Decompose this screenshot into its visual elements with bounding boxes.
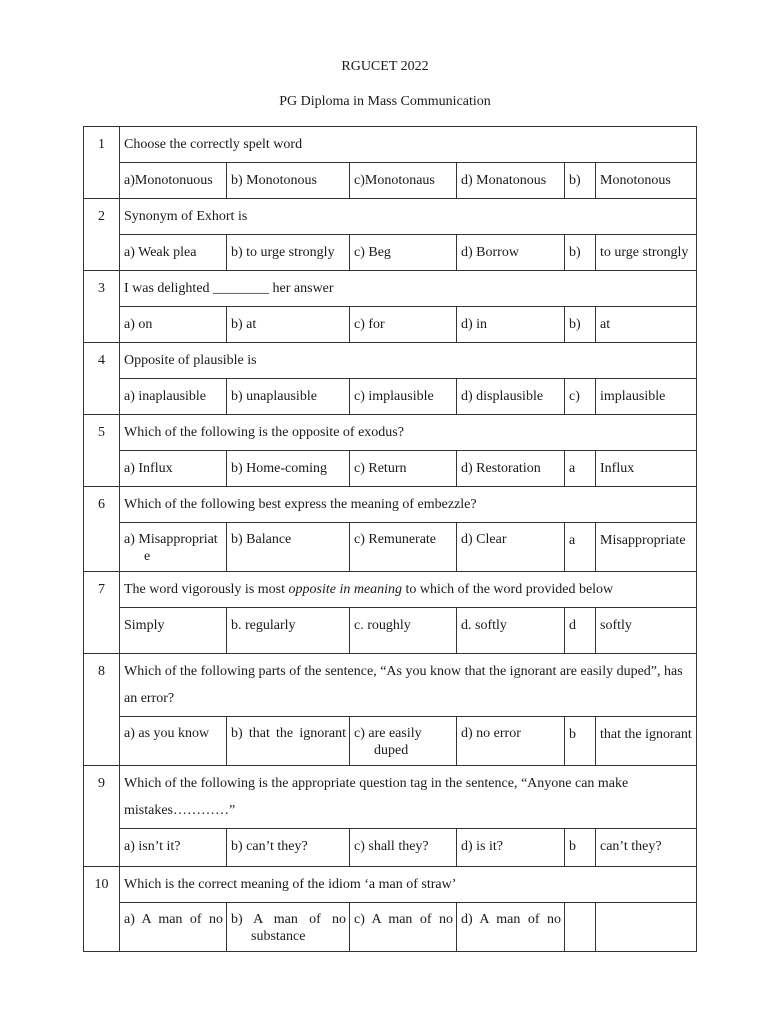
option-a: a) inaplausible: [120, 379, 227, 415]
option-d: d) is it?: [457, 829, 565, 867]
options-row: [84, 717, 697, 766]
option-b-label: b) A man of no substance: [231, 912, 346, 944]
option-b: b) Balance: [227, 523, 350, 572]
option-b: [227, 717, 350, 766]
question-row: [84, 415, 697, 451]
option-a-label: a) Misappropriate: [124, 532, 218, 564]
option-d: d) in: [457, 307, 565, 343]
question-number: 9: [84, 766, 120, 867]
question-number: 10: [84, 867, 120, 952]
option-c: c) Return: [350, 451, 457, 487]
answer-key: [565, 903, 596, 952]
option-d-label: d) A man of no: [461, 912, 561, 927]
question-text: I was delighted ________ her answer: [120, 271, 697, 307]
option-b: b) at: [227, 307, 350, 343]
question-text: Choose the correctly spelt word: [120, 127, 697, 163]
answer-key: b): [565, 163, 596, 199]
question-text: Synonym of Exhort is: [120, 199, 697, 235]
question-row: [84, 199, 697, 235]
option-a: a) on: [120, 307, 227, 343]
answer-text: softly: [596, 608, 697, 654]
option-b: b) can’t they?: [227, 829, 350, 867]
question-text: Which of the following is the opposite of exodus?: [120, 415, 697, 451]
option-b-label: b) that the ignorant: [231, 726, 346, 741]
option-d: d. softly: [457, 608, 565, 654]
question-number: 3: [84, 271, 120, 343]
options-row: [84, 379, 697, 415]
option-a: a) Weak plea: [120, 235, 227, 271]
option-b: b) to urge strongly: [227, 235, 350, 271]
option-c-label: c) Remunerate: [354, 532, 437, 547]
option-c: c) shall they?: [350, 829, 457, 867]
question-number: 6: [84, 487, 120, 572]
question-text: Which of the following best express the meaning of embezzle?: [120, 487, 697, 523]
option-d: d) Restoration: [457, 451, 565, 487]
options-row: [84, 608, 697, 654]
options-row: [84, 235, 697, 271]
option-d: d) Clear: [457, 523, 565, 572]
option-d: d) Borrow: [457, 235, 565, 271]
option-a: a)Monotonuous: [120, 163, 227, 199]
option-a: Simply: [120, 608, 227, 654]
answer-text: Misappropriate: [596, 523, 697, 572]
option-b: b. regularly: [227, 608, 350, 654]
answer-text: can’t they?: [596, 829, 697, 867]
answer-text: Monotonous: [596, 163, 697, 199]
question-row: [84, 572, 697, 608]
options-row: [84, 451, 697, 487]
option-c-label: c) are easily duped: [354, 726, 422, 758]
option-a-label: a) as you know: [124, 726, 210, 741]
question-table: [83, 126, 697, 952]
question-row: [84, 867, 697, 903]
option-c-label: c) A man of no: [354, 912, 453, 927]
option-d: [457, 903, 565, 952]
option-c: [350, 903, 457, 952]
option-d: d) Monatonous: [457, 163, 565, 199]
question-text: [120, 572, 697, 608]
question-number: 2: [84, 199, 120, 271]
option-d: d) displausible: [457, 379, 565, 415]
option-c: [350, 523, 457, 572]
option-a-label: a) A man of no: [124, 912, 223, 927]
option-c: c. roughly: [350, 608, 457, 654]
option-c: c) for: [350, 307, 457, 343]
option-b: b) Monotonous: [227, 163, 350, 199]
question-text-end: to which of the word provided below: [402, 582, 614, 597]
question-number: 1: [84, 127, 120, 199]
option-b: b) Home-coming: [227, 451, 350, 487]
answer-key: b): [565, 235, 596, 271]
options-row: [84, 307, 697, 343]
option-c: c) implausible: [350, 379, 457, 415]
question-row: [84, 487, 697, 523]
answer-key: d: [565, 608, 596, 654]
option-d: d) no error: [457, 717, 565, 766]
question-row: [84, 654, 697, 717]
question-row: [84, 127, 697, 163]
answer-key: a: [565, 451, 596, 487]
answer-text: that the ignorant: [596, 717, 697, 766]
option-a: [120, 903, 227, 952]
question-number: 5: [84, 415, 120, 487]
option-c: c) Beg: [350, 235, 457, 271]
question-text: Opposite of plausible is: [120, 343, 697, 379]
answer-key: b: [565, 829, 596, 867]
answer-text: to urge strongly: [596, 235, 697, 271]
question-text: Which is the correct meaning of the idiom ‘a man of straw’: [120, 867, 697, 903]
option-a: a) isn’t it?: [120, 829, 227, 867]
option-b: [227, 903, 350, 952]
options-row: [84, 163, 697, 199]
question-text: Which of the following parts of the sentence, “As you know that the ignorant are easily duped”, has an error?: [120, 654, 697, 717]
question-text: Which of the following is the appropriate question tag in the sentence, “Anyone can make mistakes…………”: [120, 766, 697, 829]
question-row: [84, 343, 697, 379]
question-number: 4: [84, 343, 120, 415]
document-subtitle: PG Diploma in Mass Communication: [279, 94, 491, 109]
answer-key: b): [565, 307, 596, 343]
document-title: RGUCET 2022: [341, 59, 429, 74]
question-row: [84, 271, 697, 307]
option-a: [120, 523, 227, 572]
question-number: 7: [84, 572, 120, 654]
option-a: [120, 717, 227, 766]
option-b: b) unaplausible: [227, 379, 350, 415]
answer-text: [596, 903, 697, 952]
option-c: c)Monotonaus: [350, 163, 457, 199]
answer-key: a: [565, 523, 596, 572]
question-text-start: The word vigorously is most: [124, 582, 289, 597]
answer-text: Influx: [596, 451, 697, 487]
question-text-emphasis: opposite in meaning: [288, 582, 403, 597]
options-row: [84, 523, 697, 572]
options-row: [84, 829, 697, 867]
answer-text: at: [596, 307, 697, 343]
answer-text: implausible: [596, 379, 697, 415]
answer-key: b: [565, 717, 596, 766]
option-c: [350, 717, 457, 766]
answer-key: c): [565, 379, 596, 415]
question-number: 8: [84, 654, 120, 766]
question-row: [84, 766, 697, 829]
options-row: [84, 903, 697, 952]
option-a: a) Influx: [120, 451, 227, 487]
